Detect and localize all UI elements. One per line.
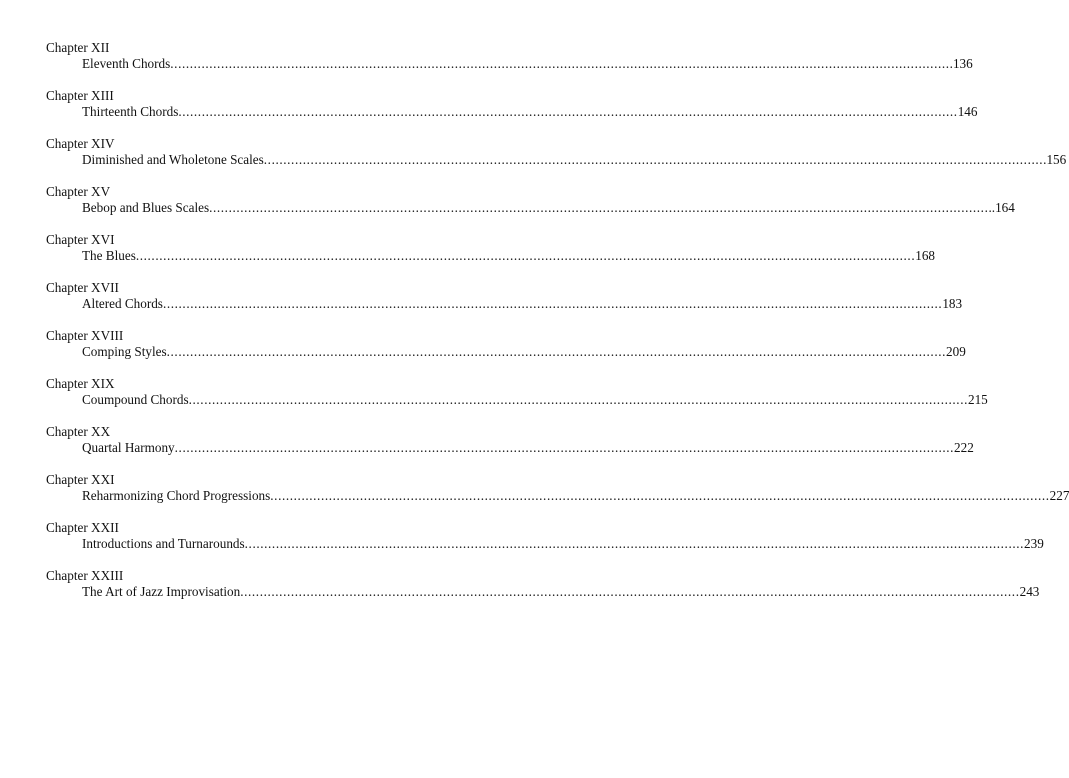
dot-leader: ........................................................................................................................................................................................................ — [166, 344, 947, 359]
toc-line — [82, 152, 1067, 168]
toc-entry — [46, 88, 978, 136]
chapter-heading: Chapter XIX — [46, 376, 115, 391]
toc-line — [82, 488, 1069, 504]
toc-entry — [46, 184, 1015, 232]
chapter-heading: Chapter XV — [46, 184, 111, 199]
chapter-heading: Chapter XII — [46, 40, 110, 55]
chapter-heading: Chapter XIV — [46, 136, 115, 151]
chapter-title: Diminished and Wholetone Scales — [82, 152, 264, 167]
toc-line — [82, 392, 988, 408]
toc-line — [82, 440, 974, 456]
table-of-contents — [46, 40, 1069, 616]
toc-line — [82, 296, 963, 312]
toc-entry — [46, 280, 963, 328]
toc-entry — [46, 40, 973, 88]
page-number: 146 — [957, 104, 978, 119]
toc-line — [82, 104, 978, 120]
toc-entry — [46, 568, 1040, 616]
toc-entry — [46, 328, 966, 376]
page-number: 222 — [954, 440, 974, 455]
toc-line — [82, 200, 1015, 216]
chapter-heading: Chapter XVIII — [46, 328, 124, 343]
dot-leader: ........................................................................................................................................................................................................ — [244, 536, 1025, 551]
toc-entry — [46, 520, 1044, 568]
dot-leader: ........................................................................................................................................................................................................ — [270, 488, 1050, 503]
dot-leader: ........................................................................................................................................................................................................ — [174, 440, 955, 455]
chapter-title: Thirteenth Chords — [82, 104, 179, 119]
chapter-heading: Chapter XXI — [46, 472, 115, 487]
dot-leader: ........................................................................................................................................................................................................ — [188, 392, 968, 407]
dot-leader: ........................................................................................................................................................................................................ — [170, 56, 950, 71]
toc-entry — [46, 376, 988, 424]
toc-entry — [46, 232, 935, 280]
chapter-title: Introductions and Turnarounds — [82, 536, 245, 551]
chapter-title: Eleventh Chords — [82, 56, 171, 71]
chapter-title: The Blues — [82, 248, 136, 263]
chapter-title: Coumpound Chords — [82, 392, 189, 407]
chapter-title: Altered Chords — [82, 296, 163, 311]
page-number: 209 — [946, 344, 966, 359]
dot-leader: ........................................................................................................................................................................................................ — [135, 248, 916, 263]
chapter-heading: Chapter XXII — [46, 520, 119, 535]
toc-line — [82, 248, 935, 264]
chapter-heading: Chapter XVII — [46, 280, 119, 295]
page-number: ..164 — [988, 200, 1015, 215]
toc-line — [82, 584, 1040, 600]
dot-leader: ........................................................................................................................................................................................................ — [240, 584, 1020, 599]
chapter-title: Quartal Harmony — [82, 440, 175, 455]
toc-line — [82, 536, 1044, 552]
toc-entry — [46, 136, 1067, 184]
toc-line — [82, 344, 966, 360]
dot-leader: ........................................................................................................................................................................................................ — [263, 152, 1044, 167]
page-number: 183 — [942, 296, 963, 311]
page-number: 239 — [1024, 536, 1044, 551]
dot-leader: ........................................................................................................................................................................................................ — [209, 200, 989, 215]
toc-entry — [46, 424, 974, 472]
chapter-heading: Chapter XVI — [46, 232, 115, 247]
page-number: 215 — [967, 392, 988, 407]
page-number: .136 — [949, 56, 973, 71]
page-number: 243 — [1019, 584, 1040, 599]
chapter-heading: Chapter XX — [46, 424, 111, 439]
toc-entry — [46, 472, 1069, 520]
dot-leader: ........................................................................................................................................................................................................ — [162, 296, 943, 311]
page-number: 227 — [1049, 488, 1069, 503]
chapter-title: The Art of Jazz Improvisation — [82, 584, 241, 599]
dot-leader: ........................................................................................................................................................................................................ — [178, 104, 958, 119]
chapter-title: Comping Styles — [82, 344, 167, 359]
chapter-heading: Chapter XIII — [46, 88, 114, 103]
chapter-title: Bebop and Blues Scales — [82, 200, 210, 215]
page-number: 168 — [915, 248, 935, 263]
page-number: .156 — [1043, 152, 1067, 167]
chapter-title: Reharmonizing Chord Progressions — [82, 488, 271, 503]
chapter-heading: Chapter XXIII — [46, 568, 124, 583]
toc-line — [82, 56, 973, 72]
